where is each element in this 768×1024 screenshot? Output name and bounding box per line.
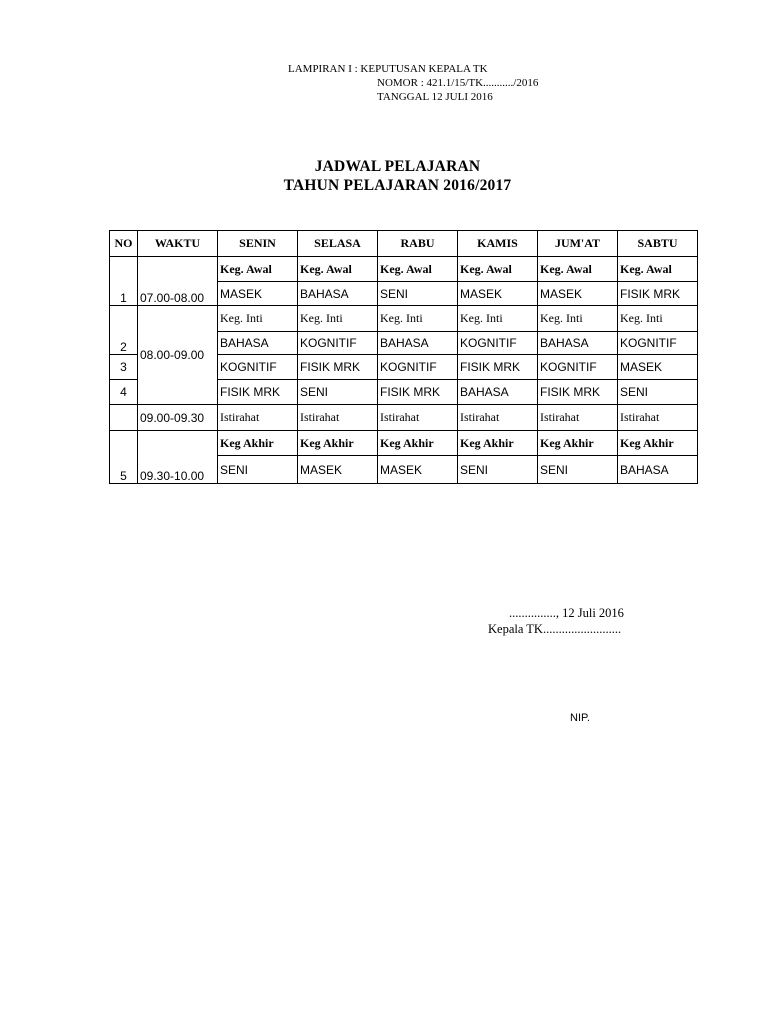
table-header-row	[110, 231, 698, 257]
table-row	[110, 405, 698, 431]
header-kamis: KAMIS	[458, 231, 538, 257]
header-selasa: SELASA	[298, 231, 378, 257]
cell-value: SENI	[298, 380, 378, 405]
cell-no: 3	[110, 355, 138, 380]
lampiran-header	[288, 62, 538, 104]
cell-value: SENI	[458, 456, 538, 484]
title-line-2: TAHUN PELAJARAN 2016/2017	[283, 177, 512, 194]
header-waktu: WAKTU	[138, 231, 218, 257]
cell-waktu: 07.00-08.00	[138, 257, 218, 306]
cell-value: SENI	[218, 456, 298, 484]
cell-value: Istirahat	[458, 405, 538, 431]
header-rabu: RABU	[378, 231, 458, 257]
signature-nip: NIP.	[570, 712, 590, 724]
cell-value: BAHASA	[458, 380, 538, 405]
cell-no: 4	[110, 380, 138, 405]
cell-value: Istirahat	[218, 405, 298, 431]
cell-value: Istirahat	[618, 405, 698, 431]
cell-no: 5	[110, 431, 138, 484]
title-line-1: JADWAL PELAJARAN	[314, 158, 481, 175]
cell-waktu: 09.30-10.00	[138, 431, 218, 484]
cell-value: KOGNITIF	[458, 332, 538, 355]
cell-label: Keg Akhir	[458, 431, 538, 456]
cell-label: Keg Akhir	[218, 431, 298, 456]
cell-label: Keg Akhir	[618, 431, 698, 456]
cell-value: Istirahat	[298, 405, 378, 431]
cell-value: BAHASA	[538, 332, 618, 355]
cell-no: 2	[110, 306, 138, 355]
cell-value: KOGNITIF	[378, 355, 458, 380]
signature-place-date: ..............., 12 Juli 2016	[509, 606, 624, 620]
header-senin: SENIN	[218, 231, 298, 257]
cell-value: Istirahat	[378, 405, 458, 431]
cell-value: KOGNITIF	[298, 332, 378, 355]
table-row	[110, 306, 698, 332]
cell-value: FISIK MRK	[218, 380, 298, 405]
cell-no: 1	[110, 257, 138, 306]
cell-value: BAHASA	[298, 282, 378, 306]
cell-value: MASEK	[218, 282, 298, 306]
cell-value: BAHASA	[218, 332, 298, 355]
cell-label: Keg. Inti	[218, 306, 298, 332]
cell-label: Keg. Awal	[378, 257, 458, 282]
cell-label: Keg Akhir	[378, 431, 458, 456]
cell-value: SENI	[378, 282, 458, 306]
cell-label: Keg. Inti	[458, 306, 538, 332]
header-no: NO	[110, 231, 138, 257]
cell-value: KOGNITIF	[218, 355, 298, 380]
cell-waktu: 08.00-09.00	[138, 306, 218, 405]
cell-value: FISIK MRK	[378, 380, 458, 405]
cell-waktu: 09.00-09.30	[138, 405, 218, 431]
table-row	[110, 431, 698, 456]
cell-value: BAHASA	[618, 456, 698, 484]
cell-value: FISIK MRK	[538, 380, 618, 405]
cell-label: Keg. Inti	[618, 306, 698, 332]
cell-value: MASEK	[618, 355, 698, 380]
cell-value: SENI	[538, 456, 618, 484]
cell-value: FISIK MRK	[458, 355, 538, 380]
cell-value: BAHASA	[378, 332, 458, 355]
cell-label: Keg Akhir	[298, 431, 378, 456]
cell-value: KOGNITIF	[618, 332, 698, 355]
cell-value: MASEK	[458, 282, 538, 306]
cell-value: KOGNITIF	[538, 355, 618, 380]
cell-label: Keg. Inti	[298, 306, 378, 332]
document-title	[0, 157, 768, 195]
cell-label: Keg. Awal	[618, 257, 698, 282]
cell-value: FISIK MRK	[618, 282, 698, 306]
cell-label: Keg Akhir	[538, 431, 618, 456]
cell-value: SENI	[618, 380, 698, 405]
cell-value: Istirahat	[538, 405, 618, 431]
cell-label: Keg. Awal	[538, 257, 618, 282]
schedule-table	[109, 230, 698, 484]
cell-label: Keg. Awal	[458, 257, 538, 282]
cell-label: Keg. Inti	[538, 306, 618, 332]
cell-label: Keg. Inti	[378, 306, 458, 332]
cell-label: Keg. Awal	[218, 257, 298, 282]
lampiran-line-1: LAMPIRAN I : KEPUTUSAN KEPALA TK	[288, 63, 488, 75]
header-sabtu: SABTU	[618, 231, 698, 257]
lampiran-nomor: NOMOR : 421.1/15/TK.........../2016	[377, 77, 539, 89]
cell-value: MASEK	[378, 456, 458, 484]
cell-value: FISIK MRK	[298, 355, 378, 380]
cell-no-empty	[110, 405, 138, 431]
cell-label: Keg. Awal	[298, 257, 378, 282]
table-row	[110, 257, 698, 282]
header-jumat: JUM'AT	[538, 231, 618, 257]
cell-value: MASEK	[298, 456, 378, 484]
cell-value: MASEK	[538, 282, 618, 306]
signature-title: Kepala TK.........................	[488, 622, 622, 636]
lampiran-tanggal: TANGGAL 12 JULI 2016	[377, 91, 493, 103]
